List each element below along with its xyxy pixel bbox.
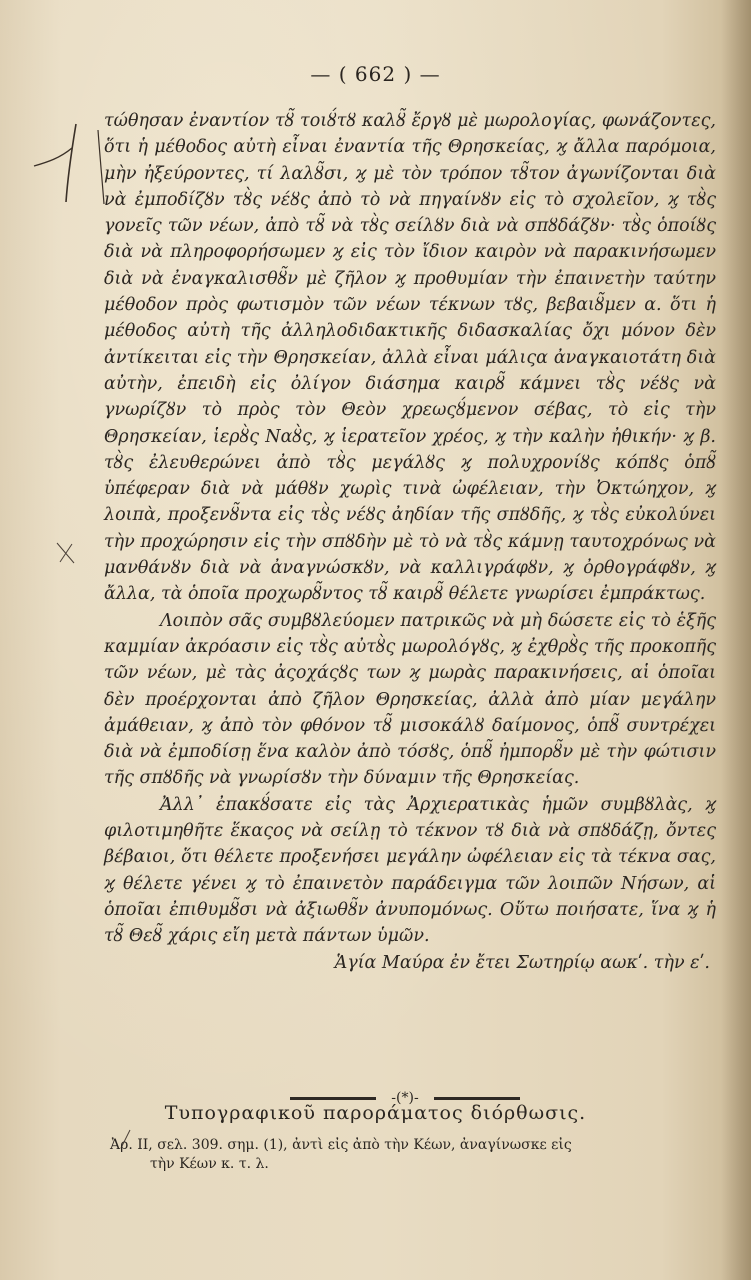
paragraph-1: τώθησαν ἐναντίον τȣ̃ τοιȣ́τȣ καλȣ̃ ἔργȣ μὲ μωρολογίας, φωνάζοντες, ὅτι ἡ μέθοδος αὐτὴ εἶναι ἐναντία τῆς Θρησκείας, ϗ ἄλλα παρόμοια, μὴν ἠξεύροντες, τί λαλȣ̃σι, ϗ μὲ τὸν τρόπον τȣ̃τον ἀγωνίζονται διὰ νὰ ἐμποδίζȣν τȣ̀ς νέȣς ἀπὸ τὸ νὰ πηγαίνȣν εἰς τὸ σχολεῖον, ϗ τȣ̀ς γονεῖς τῶν νέων, ἀπὸ τȣ̃ νὰ τȣ̀ς σείλȣν διὰ νὰ σπȣδάζȣν· τȣ̀ς ὁποίȣς διὰ νὰ πληροφορήσωμεν ϗ εἰς τὸν ἴδιον καιρὸν νὰ παρακινήσωμεν διὰ νὰ ἐναγκαλισθȣ̃ν μὲ ζῆλον ϗ προθυμίαν τὴν ἐπαινετὴν ταύτην μέθοδον πρὸς φωτισμὸν τῶν νέων τέκνων τȣς, βεβαιȣ̃μεν α. ὅτι ἡ μέθοδος αὐτὴ τῆς ἀλληλοδιδακτικῆς διδασκαλίας ὄχι μόνον δὲν ἀντίκειται εἰς τὴν Θρησκείαν, ἀλλὰ εἶναι μάλιςα ἀναγκαιοτάτη διὰ αὐτὴν, ἐπειδὴ εἰς ὀλίγον διάσημα καιρȣ̃ κάμνει τȣ̀ς νέȣς νὰ γνωρίζȣν τὸ πρὸς τὸν Θεὸν χρεωςȣ́μενον σέβας, τὸ εἰς τὴν Θρησκείαν, ἱερȣ̀ς Ναȣ̀ς, ϗ ἱερατεῖον χρέος, ϗ τὴν καλὴν ἠθικήν· ϗ β. τȣ̀ς ἐλευθερώνει ἀπὸ τȣ̀ς μεγάλȣς ϗ πολυχρονίȣς κόπȣς ὁπȣ̃ ὑπέφεραν διὰ νὰ μάθȣν χωρὶς τινὰ ὠφέλειαν, τὴν Ὀκτώηχον, ϗ λοιπὰ, προξενȣ̃ντα εἰς τȣ̀ς νέȣς ἀηδίαν τῆς σπȣδῆς, ϗ τȣ̀ς εὐκολύνει τὴν προχώρησιν εἰς τὴν σπȣδὴν μὲ τὸ νὰ τȣ̀ς κάμνῃ ταυτοχρόνως νὰ μανθάνȣν διὰ νὰ ἀναγνώσκȣν, νὰ καλλιγράφȣν, ϗ ὀρθογράφȣν, ϗ ἄλλα, τὰ ὁποῖα προχωρȣ̃ντος τȣ̃ καιρȣ̃ θέλετε γνωρίσει ἐμπράκτως. (104, 111, 716, 605)
page-gutter-shadow (721, 0, 751, 1280)
dateline-signature: Ἁγία Μαύρα ἐν ἔτει Σωτηρίῳ αωκʹ. τὴν εʹ. (334, 952, 710, 973)
margin-pen-cross (54, 540, 78, 566)
paragraph-2: Λοιπὸν σᾶς συμβȣλεύομεν πατρικῶς νὰ μὴ δώσετε εἰς τὸ ἑξῆς καμμίαν ἀκρόασιν εἰς τȣ̀ς αὐτȣ̀ς μωρολόγȣς, ϗ ἐχθρȣ̀ς τῆς προκοπῆς τῶν νέων, μὲ τὰς ἀςοχάςȣς των ϗ μωρὰς παρακινήσεις, αἱ ὁποῖαι δὲν προέρχονται ἀπὸ ζῆλον Θρησκείας, ἀλλὰ ἀπὸ μίαν μεγάλην ἀμάθειαν, ϗ ἀπὸ τὸν φθόνον τȣ̃ μισοκάλȣ δαίμονος, ὁπȣ̃ συντρέχει διὰ νὰ ἐμποδίσῃ ἕνα καλὸν ἀπὸ τόσȣς, ὁπȣ̃ ἠμπορȣ̃ν μὲ τὴν φώτισιν τῆς σπȣδῆς νὰ γνωρίσȣν τὴν δύναμιν τῆς Θρησκείας. (104, 610, 716, 789)
divider-rule-right (434, 1097, 520, 1100)
paragraph-3: Ἀλλ᾽ ἐπακȣ́σατε εἰς τὰς Ἀρχιερατικὰς ἡμῶν συμβȣλὰς, ϗ φιλοτιμηθῆτε ἕκαςος νὰ σείλῃ τὸ τέκνον τȣ διὰ νὰ σπȣδάζῃ, ὄντες βέβαιοι, ὅτι θέλετε προξενήσει μεγάλην ὠφέλειαν εἰς τὰ τέκνα σας, ϗ θέλετε γένει ϗ τὸ ἐπαινετὸν παράδειγμα τῶν λοιπῶν Νήσων, αἱ ὁποῖαι ἐπιθυμȣ̃σι νὰ ἀξιωθȣ̃ν ἀνυπομόνως. Οὕτω ποιήσατε, ἵνα ϗ ἡ τȣ̃ Θεȣ̃ χάρις εἴη μετὰ πάντων ὑμῶν. (104, 794, 716, 947)
margin-pen-mark (28, 118, 108, 208)
divider-rule-left (290, 1097, 376, 1100)
body-text (104, 108, 716, 976)
divider-ornament: -(*)- (391, 1090, 419, 1106)
errata-body (110, 1136, 718, 1174)
errata-line-2: τὴν Κέων κ. τ. λ. (150, 1156, 269, 1172)
errata-line-1: Ἀρ. ΙΙ, σελ. 309. σημ. (1), ἀντὶ εἰς ἀπὸ τὴν Κέων, ἀναγίνωσκε εἰς (110, 1137, 572, 1153)
errata-title: Τυπογραφικοῦ παροράματος διόρθωσις. (164, 1102, 587, 1124)
page-number-header: — ( 662 ) — (310, 62, 441, 86)
